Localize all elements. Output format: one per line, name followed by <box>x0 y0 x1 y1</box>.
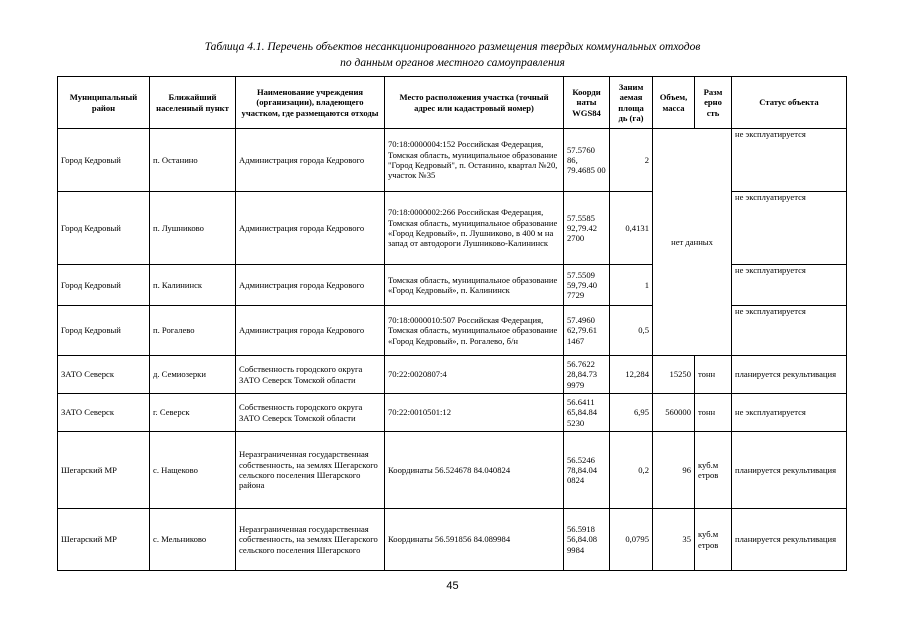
header-location: Место расположения участка (точный адрес или кадастровый номер) <box>385 77 564 129</box>
header-area: Заним аемая площа дь (га) <box>610 77 653 129</box>
cell-owner: Администрация города Кедрового <box>236 129 385 192</box>
header-municipal: Муниципальный район <box>58 77 150 129</box>
table-row <box>58 356 847 394</box>
cell-unit: тонн <box>695 394 732 432</box>
cell-owner: Собственность городского округа ЗАТО Северск Томской области <box>236 356 385 394</box>
table-row <box>58 509 847 571</box>
cell-owner: Неразграниченная государственная собственность, на землях Шегарского сельского поселения Шегарского района <box>236 432 385 509</box>
cell-unit: куб.м етров <box>695 509 732 571</box>
cell-coords: 57.4960 62,79.61 1467 <box>564 306 610 356</box>
header-coords: Коорди наты WGS84 <box>564 77 610 129</box>
cell-volume: 15250 <box>653 356 695 394</box>
cell-owner: Собственность городского округа ЗАТО Северск Томской области <box>236 394 385 432</box>
table-caption-line2: по данным органов местного самоуправления <box>340 57 565 69</box>
cell-settlement: п. Калининск <box>150 265 236 306</box>
cell-area: 0,0795 <box>610 509 653 571</box>
cell-status: не эксплуатируется <box>732 129 847 192</box>
cell-status: не эксплуатируется <box>732 394 847 432</box>
cell-coords: 56.7622 28,84.73 9979 <box>564 356 610 394</box>
cell-status: планируется рекультивация <box>732 509 847 571</box>
cell-settlement: с. Нащеково <box>150 432 236 509</box>
cell-area: 1 <box>610 265 653 306</box>
header-volume: Объем, масса <box>653 77 695 129</box>
cell-location: 70:18:0000002:266 Российская Федерация, Томская область, муниципальное образование «Город Кедровый», п. Лушниково, в 400 м на запад от автодороги Лушниково-Калининск <box>385 192 564 265</box>
cell-municipal: Город Кедровый <box>58 265 150 306</box>
cell-municipal: Город Кедровый <box>58 306 150 356</box>
cell-owner: Администрация города Кедрового <box>236 306 385 356</box>
header-status: Статус объекта <box>732 77 847 129</box>
cell-unit: куб.м етров <box>695 432 732 509</box>
cell-settlement: с. Мельниково <box>150 509 236 571</box>
cell-owner: Администрация города Кедрового <box>236 265 385 306</box>
header-unit: Разм ерно сть <box>695 77 732 129</box>
cell-owner: Администрация города Кедрового <box>236 192 385 265</box>
cell-location: 70:22:0010501:12 <box>385 394 564 432</box>
cell-coords: 57.5585 92,79.42 2700 <box>564 192 610 265</box>
table-row <box>58 394 847 432</box>
cell-location: Координаты 56.524678 84.040824 <box>385 432 564 509</box>
header-settlement: Ближайший населенный пункт <box>150 77 236 129</box>
cell-volume: 96 <box>653 432 695 509</box>
cell-municipal: Город Кедровый <box>58 192 150 265</box>
objects-table <box>57 76 847 571</box>
cell-coords: 56.5246 78,84.04 0824 <box>564 432 610 509</box>
cell-volume: 35 <box>653 509 695 571</box>
cell-area: 0,4131 <box>610 192 653 265</box>
cell-municipal: Город Кедровый <box>58 129 150 192</box>
header-owner: Наименование учреждения (организации), владеющего участком, где размещаются отходы <box>236 77 385 129</box>
cell-coords: 56.6411 65,84.84 5230 <box>564 394 610 432</box>
cell-status: планируется рекультивация <box>732 432 847 509</box>
table-row <box>58 432 847 509</box>
cell-owner: Неразграниченная государственная собственность, на землях Шегарского сельского поселения Шегарского <box>236 509 385 571</box>
table-header-row <box>58 77 847 129</box>
cell-status: не эксплуатируется <box>732 265 847 306</box>
cell-status: планируется рекультивация <box>732 356 847 394</box>
cell-location: 70:18:0000004:152 Российская Федерация, Томская область, муниципальное образование "Город Кедровый", п. Останино, квартал №20, участок №35 <box>385 129 564 192</box>
cell-location: Томская область, муниципальное образование «Город Кедровый», п. Калининск <box>385 265 564 306</box>
table-row <box>58 129 847 192</box>
cell-unit: тонн <box>695 356 732 394</box>
cell-municipal: ЗАТО Северск <box>58 356 150 394</box>
cell-municipal: Шегарский МР <box>58 509 150 571</box>
cell-area: 2 <box>610 129 653 192</box>
page-number: 45 <box>446 580 459 592</box>
cell-coords: 57.5760 86, 79.4685 00 <box>564 129 610 192</box>
cell-location: Координаты 56.591856 84.089984 <box>385 509 564 571</box>
cell-location: 70:18:0000010:507 Российская Федерация, Томская область, муниципальное образование «Город Кедровый», п. Рогалево, б/н <box>385 306 564 356</box>
cell-municipal: Шегарский МР <box>58 432 150 509</box>
cell-status: не эксплуатируется <box>732 306 847 356</box>
cell-settlement: г. Северск <box>150 394 236 432</box>
cell-settlement: п. Останино <box>150 129 236 192</box>
cell-settlement: д. Семиозерки <box>150 356 236 394</box>
cell-coords: 57.5509 59,79.40 7729 <box>564 265 610 306</box>
cell-municipal: ЗАТО Северск <box>58 394 150 432</box>
table-caption-line1: Таблица 4.1. Перечень объектов несанкционированного размещения твердых коммунальных отходов <box>204 41 701 53</box>
cell-status: не эксплуатируется <box>732 192 847 265</box>
cell-area: 6,95 <box>610 394 653 432</box>
cell-location: 70:22:0020807:4 <box>385 356 564 394</box>
cell-coords: 56.5918 56,84.08 9984 <box>564 509 610 571</box>
cell-settlement: п. Лушниково <box>150 192 236 265</box>
cell-area: 0,5 <box>610 306 653 356</box>
cell-volume: 560000 <box>653 394 695 432</box>
cell-no-data: нет данных <box>653 129 732 356</box>
cell-area: 0,2 <box>610 432 653 509</box>
cell-area: 12,284 <box>610 356 653 394</box>
cell-settlement: п. Рогалево <box>150 306 236 356</box>
